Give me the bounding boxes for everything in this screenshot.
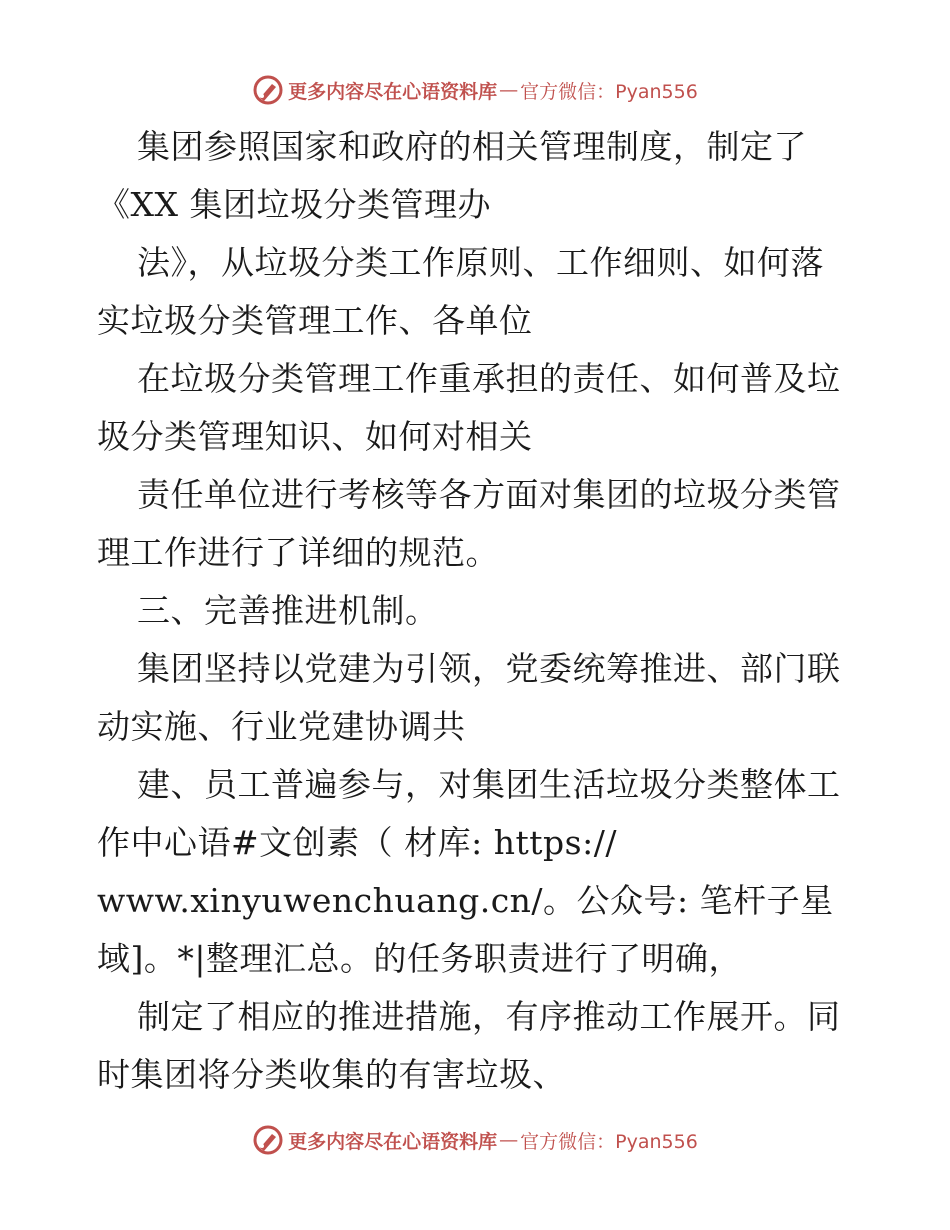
banner-separator: — xyxy=(499,79,519,101)
banner-official-text: 官方微信：Pyan556 xyxy=(520,1130,698,1153)
body-line: 责任单位进行考核等各方面对集团的垃圾分类管 xyxy=(137,475,841,514)
banner-official-text: 官方微信：Pyan556 xyxy=(520,80,698,103)
section-heading: 三、完善推进机制。 xyxy=(137,591,439,630)
body-line-url: www.xinyuwenchuang.cn/。公众号: 笔杆子星 xyxy=(97,881,834,920)
body-line: 集团参照国家和政府的相关管理制度，制定了 xyxy=(137,127,807,166)
header-watermark-banner xyxy=(0,70,950,110)
banner-site-text: 更多内容尽在心语资料库 xyxy=(288,1130,498,1153)
footer-watermark-banner xyxy=(0,1120,950,1160)
body-line: 在垃圾分类管理工作重承担的责任、如何普及垃 xyxy=(137,359,841,398)
body-line: 《XX 集团垃圾分类管理办 xyxy=(97,185,491,224)
banner-site-text: 更多内容尽在心语资料库 xyxy=(288,80,498,103)
body-line: 域]。*|整理汇总。的任务职责进行了明确， xyxy=(97,939,742,978)
banner-separator: — xyxy=(499,1129,519,1151)
document-body xyxy=(97,118,857,1104)
pen-logo-icon xyxy=(252,1124,284,1156)
body-line: 圾分类管理知识、如何对相关 xyxy=(97,417,533,456)
body-line: 法》，从垃圾分类工作原则、工作细则、如何落 xyxy=(137,243,824,282)
body-line: 时集团将分类收集的有害垃圾、 xyxy=(97,1055,566,1094)
body-line: 建、员工普遍参与，对集团生活垃圾分类整体工 xyxy=(137,765,841,804)
body-line: 制定了相应的推进措施，有序推动工作展开。同 xyxy=(137,997,841,1036)
body-line: 理工作进行了详细的规范。 xyxy=(97,533,499,572)
body-line: 实垃圾分类管理工作、各单位 xyxy=(97,301,533,340)
body-line: 作中心语#文创素（ 材库: https:// xyxy=(97,823,617,862)
pen-logo-icon xyxy=(252,74,284,106)
body-line: 集团坚持以党建为引领，党委统筹推进、部门联 xyxy=(137,649,841,688)
body-line: 动实施、行业党建协调共 xyxy=(97,707,466,746)
